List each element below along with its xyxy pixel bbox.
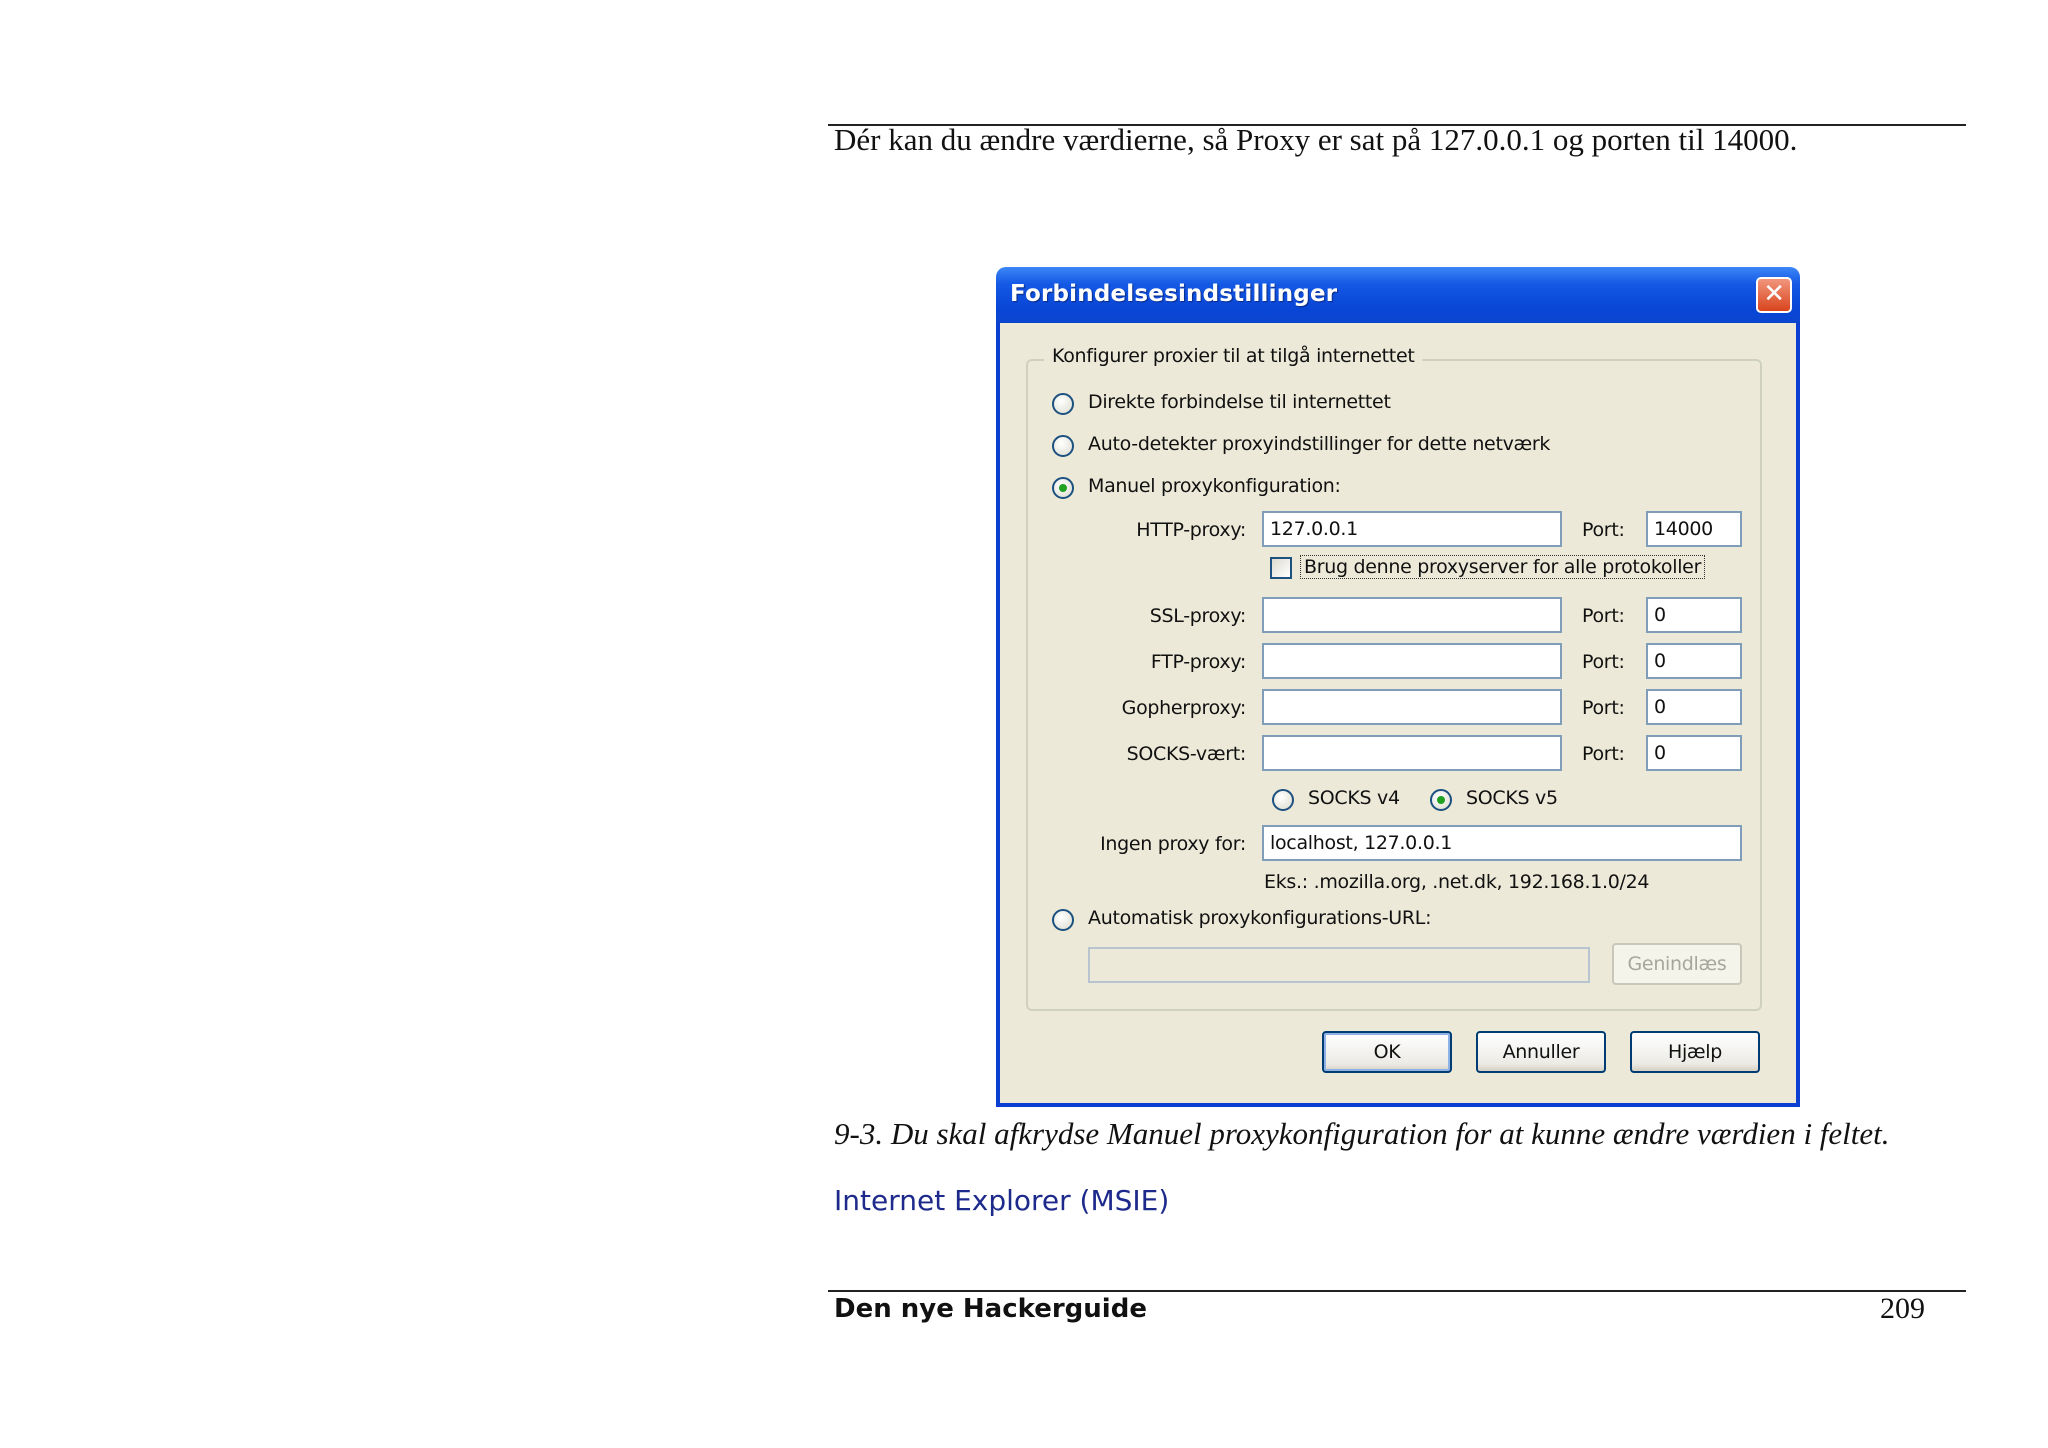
http-proxy-input[interactable]: 127.0.0.1: [1262, 511, 1562, 547]
group-label: Konfigurer proxier til at tilgå internettet: [1044, 345, 1422, 367]
socks-host-input[interactable]: [1262, 735, 1562, 771]
radio-manual-label[interactable]: Manuel proxykonfiguration:: [1088, 475, 1341, 497]
radio-socks-v5-label[interactable]: SOCKS v5: [1466, 787, 1558, 809]
dialog-client-area: [1000, 323, 1796, 1103]
ftp-port-input[interactable]: 0: [1646, 643, 1742, 679]
no-proxy-label: Ingen proxy for:: [1100, 833, 1246, 855]
socks-port-input[interactable]: 0: [1646, 735, 1742, 771]
figure-caption: 9-3. Du skal afkrydse Manuel proxykonfiguration for at kunne ændre værdien i feltet.: [834, 1116, 1890, 1151]
gopher-port-label: Port:: [1582, 697, 1625, 719]
radio-auto-url[interactable]: [1052, 909, 1074, 931]
ssl-port-label: Port:: [1582, 605, 1625, 627]
auto-url-input[interactable]: [1088, 947, 1590, 983]
gopher-proxy-label: Gopherproxy:: [1121, 697, 1246, 719]
footer-title: Den nye Hackerguide: [834, 1294, 1147, 1324]
radio-socks-v4[interactable]: [1272, 789, 1294, 811]
gopher-port-input[interactable]: 0: [1646, 689, 1742, 725]
socks-port-label: Port:: [1582, 743, 1625, 765]
radio-socks-v5[interactable]: [1430, 789, 1452, 811]
ok-button[interactable]: OK: [1322, 1031, 1452, 1073]
use-for-all-label[interactable]: Brug denne proxyserver for alle protokoller: [1300, 555, 1705, 579]
no-proxy-input[interactable]: localhost, 127.0.0.1: [1262, 825, 1742, 861]
reload-button[interactable]: Genindlæs: [1612, 943, 1742, 985]
intro-text: Dér kan du ændre værdierne, så Proxy er sat på 127.0.0.1 og porten til 14000.: [834, 122, 1798, 157]
radio-auto-detect[interactable]: [1052, 435, 1074, 457]
no-proxy-example: Eks.: .mozilla.org, .net.dk, 192.168.1.0/24: [1264, 871, 1650, 893]
dialog-titlebar[interactable]: [996, 267, 1800, 323]
close-icon[interactable]: ✕: [1756, 277, 1792, 313]
connection-settings-dialog: [996, 267, 1800, 1107]
http-proxy-label: HTTP-proxy:: [1136, 519, 1246, 541]
ftp-port-label: Port:: [1582, 651, 1625, 673]
ssl-proxy-label: SSL-proxy:: [1149, 605, 1246, 627]
radio-socks-v4-label[interactable]: SOCKS v4: [1308, 787, 1400, 809]
http-port-label: Port:: [1582, 519, 1625, 541]
cancel-button[interactable]: Annuller: [1476, 1031, 1606, 1073]
ssl-proxy-input[interactable]: [1262, 597, 1562, 633]
gopher-proxy-input[interactable]: [1262, 689, 1562, 725]
radio-auto-url-label[interactable]: Automatisk proxykonfigurations-URL:: [1088, 907, 1432, 929]
radio-auto-detect-label[interactable]: Auto-detekter proxyindstillinger for dette netværk: [1088, 433, 1551, 455]
page-number: 209: [1880, 1292, 1925, 1325]
help-button[interactable]: Hjælp: [1630, 1031, 1760, 1073]
ftp-proxy-label: FTP-proxy:: [1150, 651, 1246, 673]
ftp-proxy-input[interactable]: [1262, 643, 1562, 679]
section-heading: Internet Explorer (MSIE): [834, 1184, 1170, 1217]
socks-host-label: SOCKS-vært:: [1126, 743, 1246, 765]
use-for-all-checkbox[interactable]: [1270, 557, 1292, 579]
dialog-title: Forbindelsesindstillinger: [1010, 281, 1338, 307]
radio-direct[interactable]: [1052, 393, 1074, 415]
http-port-input[interactable]: 14000: [1646, 511, 1742, 547]
ssl-port-input[interactable]: 0: [1646, 597, 1742, 633]
radio-direct-label[interactable]: Direkte forbindelse til internettet: [1088, 391, 1391, 413]
radio-manual[interactable]: [1052, 477, 1074, 499]
